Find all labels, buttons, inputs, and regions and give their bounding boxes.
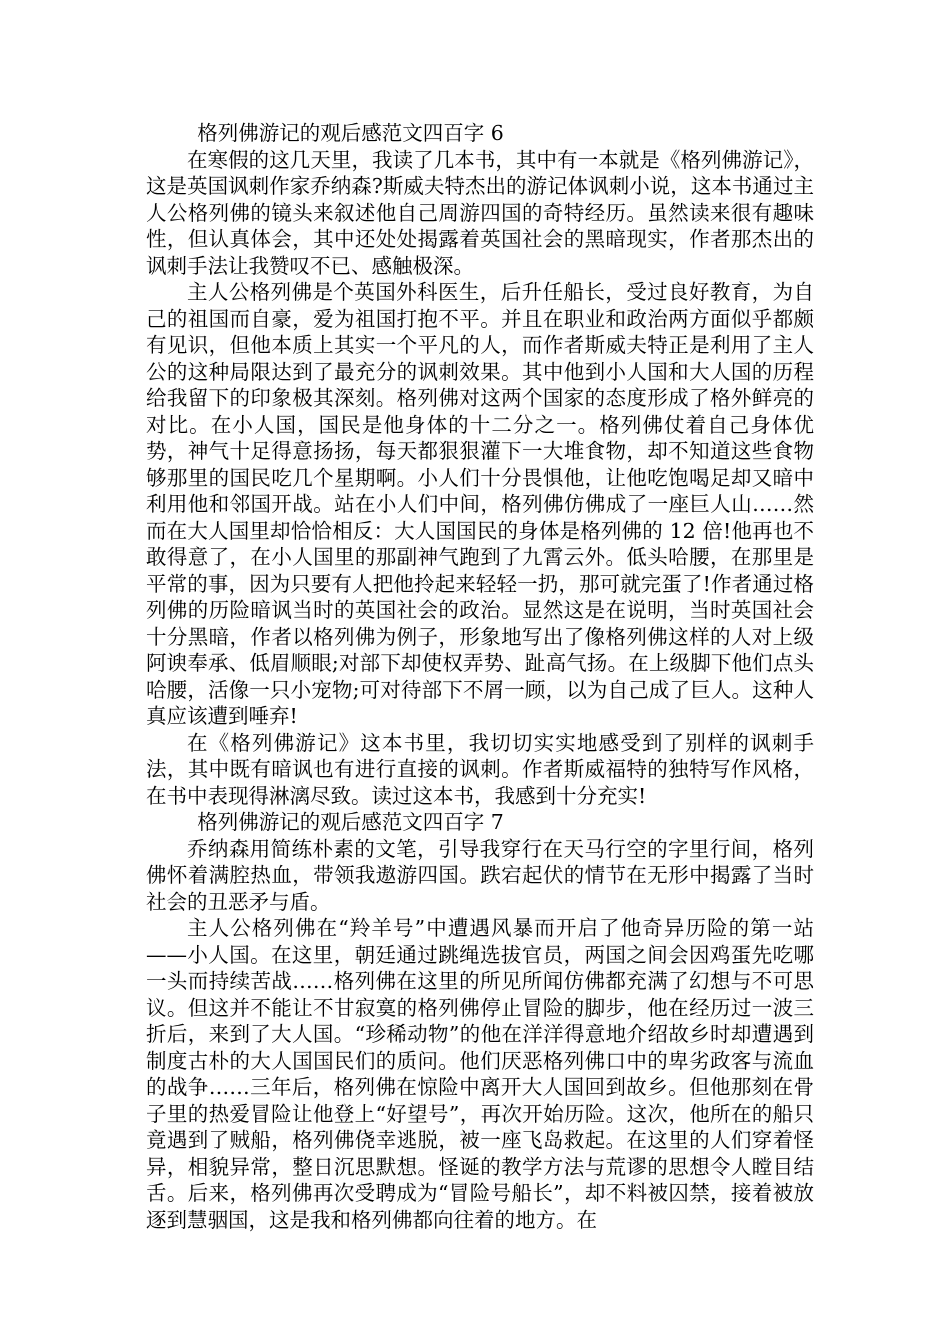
section-heading-6: 格列佛游记的观后感范文四百字 6	[197, 121, 504, 145]
section-heading-7: 格列佛游记的观后感范文四百字 7	[197, 810, 504, 834]
paragraph: 在寒假的这几天里，我读了几本书，其中有一本就是《格列佛游记》，这是英国讽刺作家乔纳森?斯威夫特杰出的游记体讽刺小说，这本书通过主人公格列佛的镜头来叙述他自己周游四国的奇特经历。虽然读来很有趣味性，但认真体会，其中还处处揭露着英国社会的黑暗现实，作者那杰出的讽刺手法让我赞叹不已、感触极深。	[146, 147, 814, 278]
document-page	[146, 120, 814, 1233]
paragraph: 在《格列佛游记》这本书里，我切切实实地感受到了别样的讽刺手法，其中既有暗讽也有进行直接的讽刺。作者斯威福特的独特写作风格，在书中表现得淋漓尽致。读过这本书，我感到十分充实!	[146, 730, 814, 808]
paragraph: 主人公格列佛是个英国外科医生，后升任船长，受过良好教育，为自己的祖国而自豪，爱为祖国打抱不平。并且在职业和政治两方面似乎都颇有见识，但他本质上其实一个平凡的人，而作者斯威夫特正是利用了主人公的这种局限达到了最充分的讽刺效果。其中他到小人国和大人国的历程给我留下的印象极其深刻。格列佛对这两个国家的态度形成了格外鲜亮的对比。在小人国，国民是他身体的十二分之一。格列佛仗着自己身体优势，神气十足得意扬扬，每天都狠狠灌下一大堆食物，却不知道这些食物够那里的国民吃几个星期啊。小人们十分畏惧他，让他吃饱喝足却又暗中利用他和邻国开战。站在小人们中间，格列佛仿佛成了一座巨人山……然而在大人国里却恰恰相反：大人国国民的身体是格列佛的 12 倍!他再也不敢得意了，在小人国里的那副神气跑到了九霄云外。低头哈腰，在那里是平常的事，因为只要有人把他拎起来轻轻一扔，那可就完蛋了!作者通过格列佛的历险暗讽当时的英国社会的政治。显然这是在说明，当时英国社会十分黑暗，作者以格列佛为例子，形象地写出了像格列佛这样的人对上级阿谀奉承、低眉顺眼;对部下却使权弄势、趾高气扬。在上级脚下他们点头哈腰，活像一只小宠物;可对待部下不屑一顾，以为自己成了巨人。这种人真应该遭到唾弃!	[146, 280, 814, 728]
paragraph: 乔纳森用简练朴素的文笔，引导我穿行在天马行空的字里行间，格列佛怀着满腔热血，带领我遨游四国。跌宕起伏的情节在无形中揭露了当时社会的丑恶矛与盾。	[146, 836, 814, 914]
paragraph: 主人公格列佛在“羚羊号”中遭遇风暴而开启了他奇异历险的第一站——小人国。在这里，朝廷通过跳绳选拔官员，两国之间会因鸡蛋先吃哪一头而持续苦战……格列佛在这里的所见所闻仿佛都充满了幻想与不可思议。但这并不能让不甘寂寞的格列佛停止冒险的脚步，他在经历过一波三折后，来到了大人国。“珍稀动物”的他在洋洋得意地介绍故乡时却遭遇到制度古朴的大人国国民们的质问。他们厌恶格列佛口中的卑劣政客与流血的战争……三年后，格列佛在惊险中离开大人国回到故乡。但他那刻在骨子里的热爱冒险让他登上“好望号”，再次开始历险。这次，他所在的船只竟遇到了贼船，格列佛侥幸逃脱，被一座飞岛救起。在这里的人们穿着怪异，相貌异常，整日沉思默想。怪诞的教学方法与荒谬的思想令人瞠目结舌。后来，格列佛再次受聘成为“冒险号船长”，却不料被囚禁，接着被放逐到慧骃国，这是我和格列佛都向往着的地方。在	[146, 916, 814, 1232]
